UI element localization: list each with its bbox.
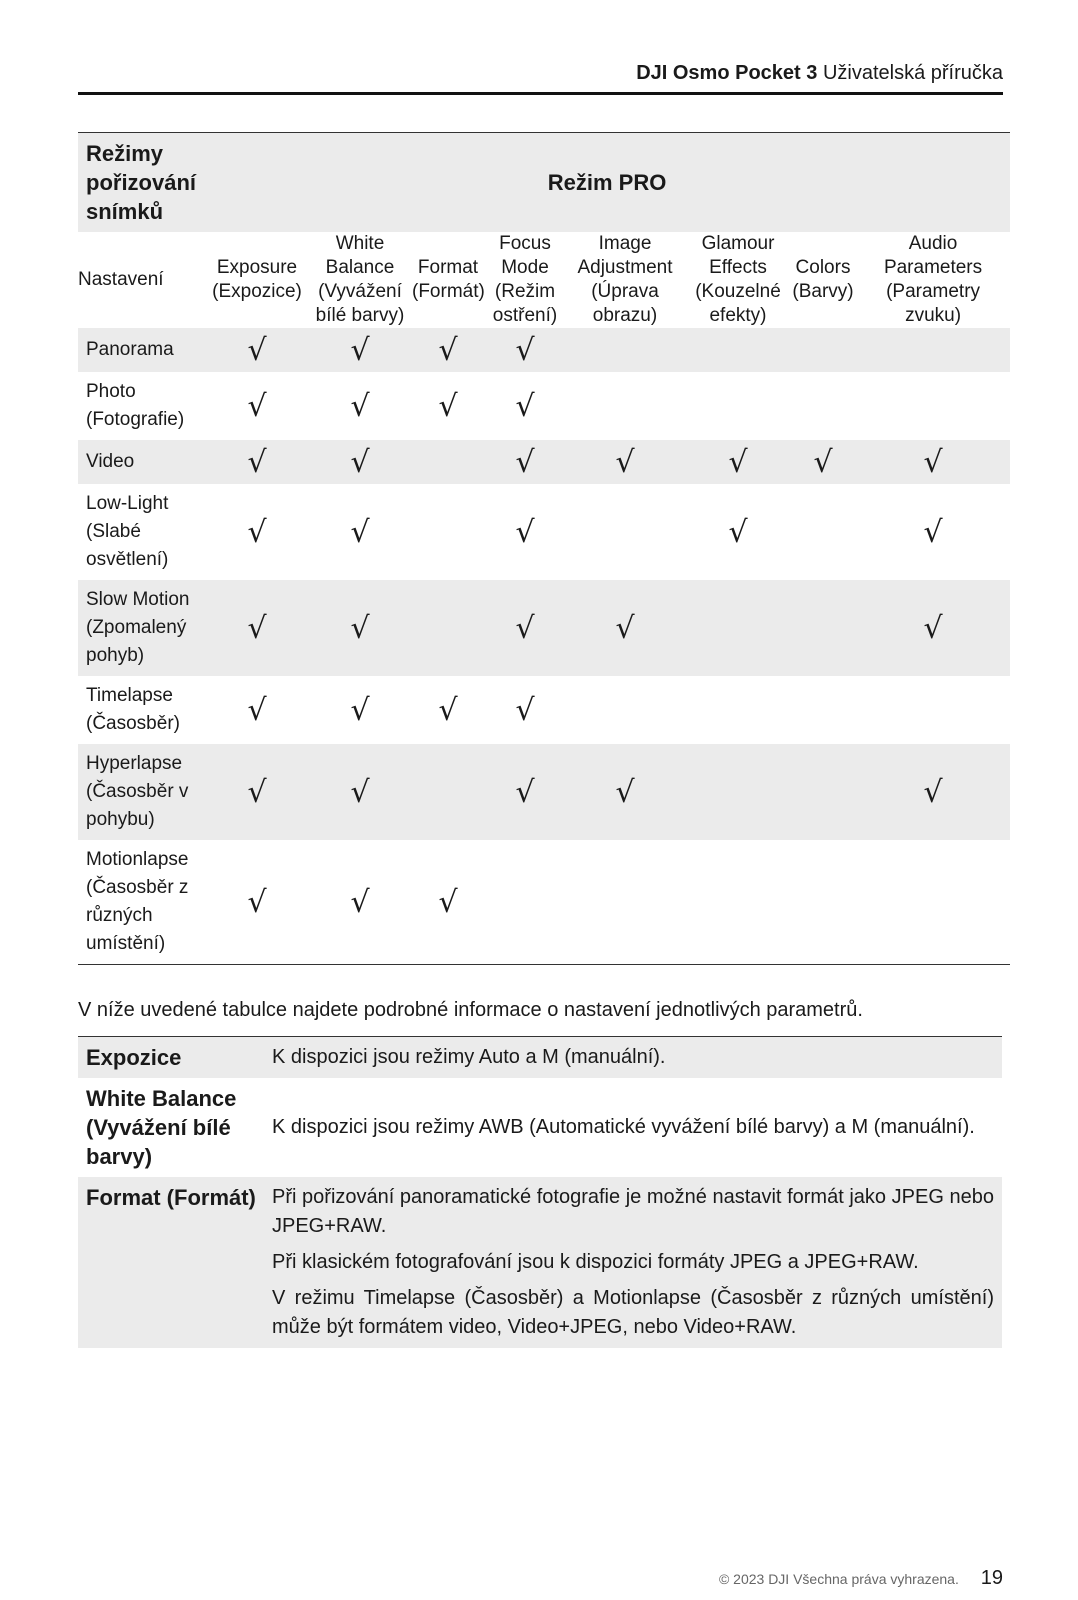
check-mark-icon: √: [204, 328, 310, 372]
detail-paragraph: V režimu Timelapse (Časosběr) a Motionlapse (Časosběr z různých umístění) může být formátem video, Video+JPEG, nebo Video+RAW.: [272, 1287, 994, 1338]
check-mark-icon: √: [515, 388, 535, 424]
check-mark-icon: √: [564, 440, 686, 484]
empty-cell: [686, 328, 790, 372]
check-mark-icon: √: [564, 580, 686, 676]
empty-cell: [410, 580, 486, 676]
detail-paragraph: Při pořizování panoramatické fotografie je možné nastavit formát jako JPEG nebo JPEG+RAW.: [272, 1186, 994, 1237]
empty-cell: [564, 676, 686, 744]
check-mark-icon: √: [410, 328, 486, 372]
empty-cell: [686, 676, 790, 744]
check-mark-icon: √: [350, 514, 370, 550]
row-label: Photo (Fotografie): [86, 381, 185, 430]
empty-cell: [790, 744, 856, 840]
column-header: White Balance (Vyvážení bílé barvy): [310, 232, 410, 328]
empty-cell: [410, 484, 486, 580]
column-header: Format (Formát): [410, 232, 486, 328]
column-header: Colors (Barvy): [790, 232, 856, 328]
check-mark-icon: √: [310, 328, 410, 372]
matrix-row: [78, 744, 1010, 840]
check-mark-icon: √: [486, 580, 564, 676]
empty-cell: [790, 484, 856, 580]
empty-cell: [856, 676, 1010, 744]
check-mark-icon: √: [204, 840, 310, 965]
check-mark-icon: √: [204, 744, 310, 840]
row-label: Low-Light (Slabé osvětlení): [86, 493, 169, 570]
check-mark-icon: √: [856, 744, 1010, 840]
empty-cell: [790, 372, 856, 440]
detail-description: [264, 1177, 1002, 1348]
empty-cell: [790, 580, 856, 676]
detail-description: [264, 1037, 1002, 1079]
row-label: Panorama: [78, 328, 204, 372]
matrix-row: [78, 840, 1010, 965]
empty-cell: [856, 840, 1010, 965]
check-mark-icon: √: [310, 840, 410, 965]
matrix-row: [78, 372, 1010, 440]
check-mark-icon: √: [564, 744, 686, 840]
row-label: Timelapse (Časosběr): [86, 685, 180, 734]
detail-paragraph: K dispozici jsou režimy AWB (Automatické vyvážení bílé barvy) a M (manuální).: [272, 1116, 975, 1138]
detail-row: [78, 1037, 1002, 1079]
empty-cell: [564, 328, 686, 372]
empty-cell: [686, 372, 790, 440]
empty-cell: [790, 840, 856, 965]
check-mark-icon: √: [350, 692, 370, 728]
check-mark-icon: √: [438, 388, 458, 424]
check-mark-icon: √: [204, 580, 310, 676]
check-mark-icon: √: [310, 744, 410, 840]
check-mark-icon: √: [204, 440, 310, 484]
check-mark-icon: √: [247, 514, 267, 550]
matrix-row: [78, 676, 1010, 744]
empty-cell: [856, 372, 1010, 440]
empty-cell: [856, 328, 1010, 372]
matrix-corner-title: Režimy pořizování snímků: [78, 133, 204, 233]
empty-cell: [486, 840, 564, 965]
matrix-row: [78, 484, 1010, 580]
matrix-row: [78, 580, 1010, 676]
header-subtitle: Uživatelská příručka: [822, 62, 1003, 84]
pro-mode-matrix: [78, 132, 1010, 965]
detail-description: [264, 1078, 1002, 1177]
detail-row: [78, 1078, 1002, 1177]
check-mark-icon: √: [515, 692, 535, 728]
page-footer: [600, 1564, 1003, 1593]
check-mark-icon: √: [310, 440, 410, 484]
column-header: Exposure (Expozice): [204, 232, 310, 328]
intro-text: V níže uvedené tabulce najdete podrobné informace o nastavení jednotlivých parametrů.: [78, 999, 863, 1021]
row-label: Slow Motion (Zpomalený pohyb): [78, 580, 204, 676]
row-label: Motionlapse (Časosběr z různých umístění): [78, 840, 204, 965]
matrix-row: [78, 440, 1010, 484]
empty-cell: [410, 440, 486, 484]
detail-paragraph: Při klasickém fotografování jsou k dispozici formáty JPEG a JPEG+RAW.: [272, 1251, 919, 1273]
empty-cell: [410, 744, 486, 840]
check-mark-icon: √: [486, 744, 564, 840]
check-mark-icon: √: [728, 514, 748, 550]
check-mark-icon: √: [790, 440, 856, 484]
empty-cell: [686, 840, 790, 965]
empty-cell: [564, 840, 686, 965]
detail-term: Expozice: [78, 1037, 264, 1079]
check-mark-icon: √: [247, 388, 267, 424]
detail-row: [78, 1177, 1002, 1348]
column-header: Image Adjustment (Úprava obrazu): [564, 232, 686, 328]
column-header: Glamour Effects (Kouzelné efekty): [686, 232, 790, 328]
check-mark-icon: √: [856, 580, 1010, 676]
empty-cell: [790, 328, 856, 372]
detail-term: White Balance (Vyvážení bílé barvy): [86, 1086, 237, 1169]
check-mark-icon: √: [923, 514, 943, 550]
check-mark-icon: √: [350, 388, 370, 424]
detail-paragraph: K dispozici jsou režimy Auto a M (manuální).: [272, 1046, 666, 1068]
empty-cell: [790, 676, 856, 744]
check-mark-icon: √: [515, 514, 535, 550]
check-mark-icon: √: [410, 840, 486, 965]
detail-term: Format (Formát): [78, 1177, 264, 1348]
empty-cell: [686, 744, 790, 840]
check-mark-icon: √: [856, 440, 1010, 484]
column-header: Audio Parameters (Parametry zvuku): [856, 232, 1010, 328]
page-header: [78, 58, 1003, 95]
row-label: Video: [78, 440, 204, 484]
check-mark-icon: √: [486, 328, 564, 372]
page-number: 19: [980, 1567, 1003, 1589]
check-mark-icon: √: [247, 692, 267, 728]
empty-cell: [564, 372, 686, 440]
check-mark-icon: √: [686, 440, 790, 484]
empty-cell: [564, 484, 686, 580]
header-brand: DJI Osmo Pocket 3: [636, 62, 818, 84]
check-mark-icon: √: [438, 692, 458, 728]
footer-copyright: © 2023 DJI Všechna práva vyhrazena.: [718, 1571, 959, 1587]
matrix-row: [78, 328, 1010, 372]
matrix-pro-title: Režim PRO: [204, 133, 1010, 233]
check-mark-icon: √: [310, 580, 410, 676]
settings-detail-table: [78, 1036, 1002, 1348]
column-header: Focus Mode (Režim ostření): [486, 232, 564, 328]
empty-cell: [686, 580, 790, 676]
settings-label: Nastavení: [78, 232, 204, 328]
row-label: Hyperlapse (Časosběr v pohybu): [78, 744, 204, 840]
check-mark-icon: √: [486, 440, 564, 484]
